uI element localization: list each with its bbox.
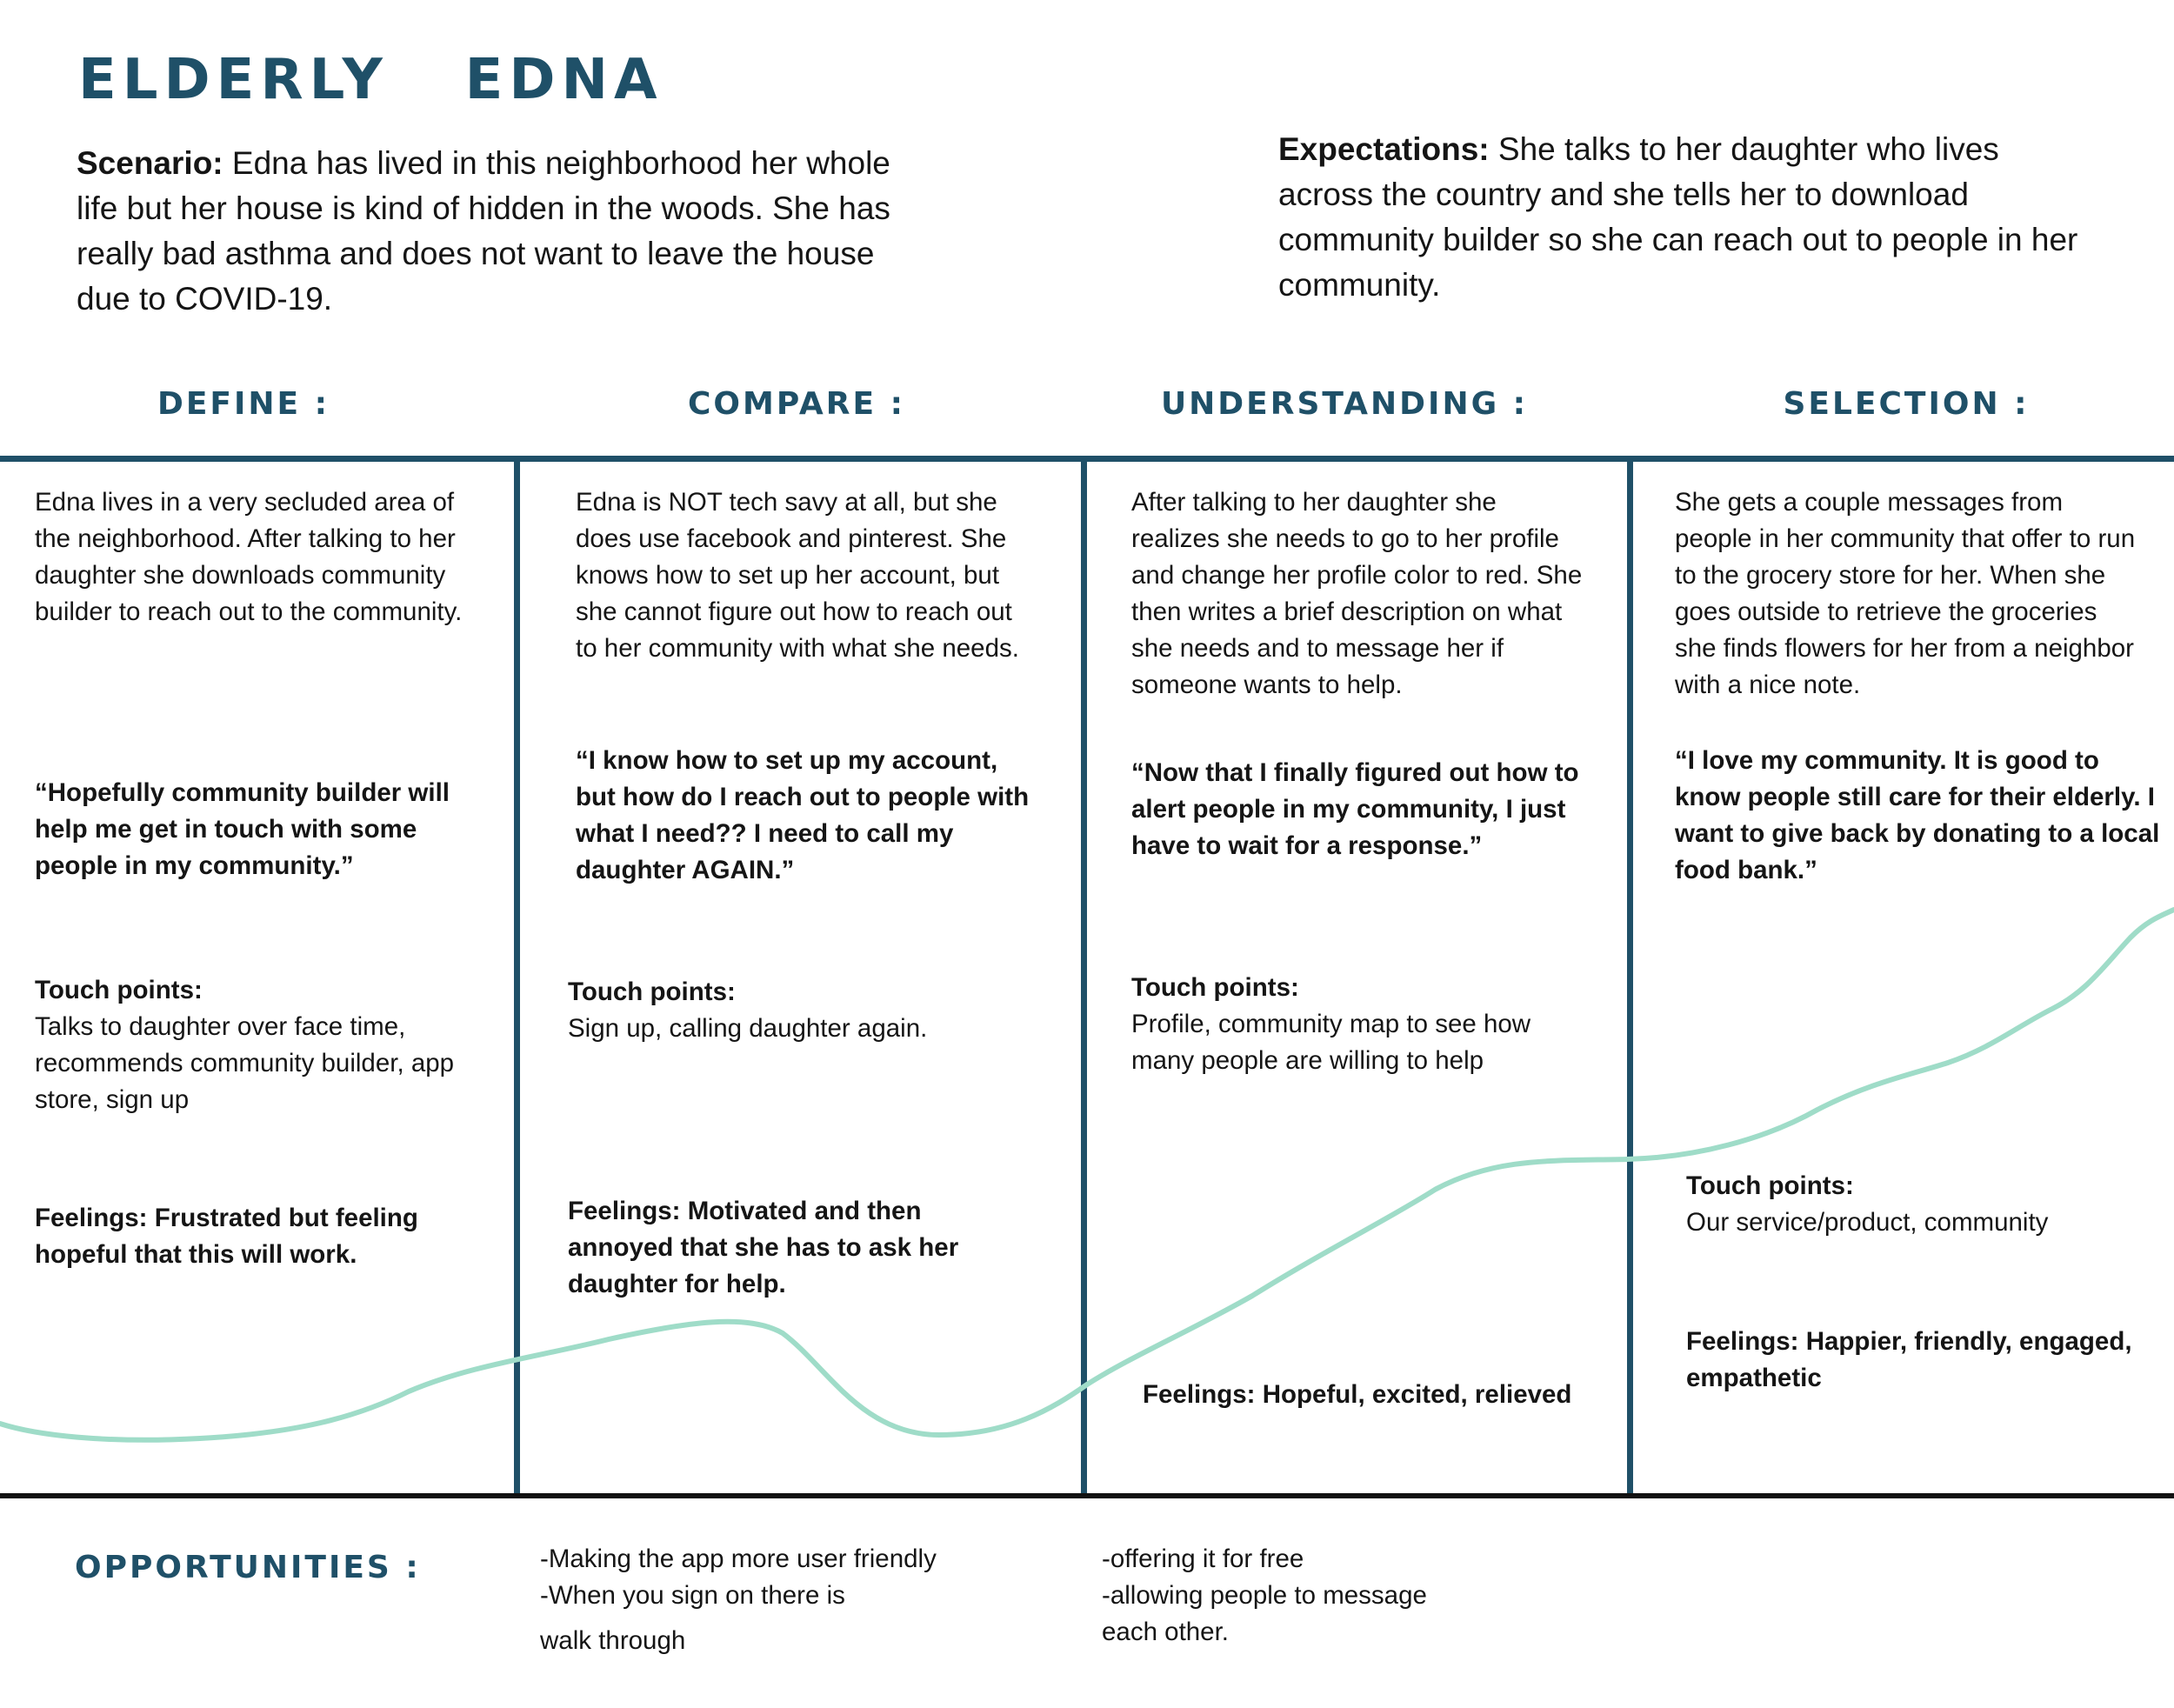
- stage-understanding-quote: “Now that I finally figured out how to alert people in my community, I just have to wait for a response.”: [1131, 758, 1579, 860]
- stage-compare-touch-points: Sign up, calling daughter again.: [568, 1014, 928, 1043]
- opportunities-list-1: [540, 1541, 1062, 1659]
- stage-understanding-touch-label: Touch points:: [1131, 973, 1299, 1002]
- opportunity-item: walk through: [540, 1626, 686, 1655]
- stage-selection-quote: “I love my community. It is good to know people still care for their elderly. I want to give back by donating to a local food bank.”: [1675, 746, 2160, 884]
- stage-understanding-touch-points: Profile, community map to see how many people are willing to help: [1131, 1010, 1531, 1075]
- stage-selection-touch-points: Our service/product, community: [1686, 1208, 2049, 1237]
- stage-compare-feelings: Feelings: Motivated and then annoyed that she has to ask her daughter for help.: [568, 1197, 959, 1298]
- stage-define-quote: “Hopefully community builder will help me get in touch with some people in my community.”: [35, 778, 450, 880]
- stage-heading-understanding: UNDERSTANDING :: [1160, 386, 1529, 422]
- stage-understanding-feelings: Feelings: Hopeful, excited, relieved: [1143, 1380, 1572, 1409]
- stage-define-description: Edna lives in a very secluded area of the neighborhood. After talking to her daughter she downloads community builder to reach out to the community.: [35, 488, 463, 626]
- opportunity-item: -When you sign on there is: [540, 1581, 845, 1610]
- stage-compare-touch-label: Touch points:: [568, 977, 736, 1006]
- stage-heading-selection: SELECTION :: [1783, 386, 2030, 422]
- stage-compare-description: Edna is NOT tech savy at all, but she does use facebook and pinterest. She knows how to set up her account, but she cannot figure out how to reach out to her community with what she needs.: [576, 488, 1019, 663]
- expectations-text: She talks to her daughter who lives across the country and she tells her to download community builder so she can reach out to people in her community.: [1278, 131, 2078, 303]
- opportunity-item: -allowing people to message: [1102, 1581, 1427, 1610]
- scenario-label: Scenario:: [77, 145, 223, 181]
- opportunities-heading: OPPORTUNITIES :: [75, 1550, 421, 1585]
- stage-define-touch-points: Talks to daughter over face time, recommends community builder, app store, sign up: [35, 1012, 455, 1114]
- stage-understanding-description: After talking to her daughter she realizes she needs to go to her profile and change her profile color to red. She then writes a brief description on what she needs and to message her if someone wants to help.: [1131, 488, 1583, 699]
- stage-define-feelings: Feelings: Frustrated but feeling hopeful that this will work.: [35, 1204, 418, 1269]
- scenario-text: Edna has lived in this neighborhood her whole life but her house is kind of hidden in the woods. She has really bad asthma and does not want to leave the house due to COVID-19.: [77, 145, 890, 317]
- stage-heading-compare: COMPARE :: [687, 386, 906, 422]
- page-title: ELDERLY EDNA: [78, 48, 664, 112]
- expectations-label: Expectations:: [1278, 131, 1490, 167]
- opportunity-item: -Making the app more user friendly: [540, 1545, 937, 1573]
- stage-define-touch-label: Touch points:: [35, 976, 203, 1004]
- opportunities-list-2: [1102, 1541, 1624, 1651]
- stage-selection-touch-label: Touch points:: [1686, 1171, 1854, 1200]
- stage-selection-description: She gets a couple messages from people in her community that offer to run to the grocery store for her. When she goes outside to retrieve the groceries she finds flowers for her from a neighbor with a nice note.: [1675, 488, 2136, 699]
- stage-selection-feelings: Feelings: Happier, friendly, engaged, empathetic: [1686, 1327, 2132, 1392]
- opportunity-item: -offering it for free: [1102, 1545, 1304, 1573]
- stage-heading-define: DEFINE :: [157, 386, 330, 422]
- stage-compare-quote: “I know how to set up my account, but how do I reach out to people with what I need?? I need to call my daughter AGAIN.”: [576, 746, 1030, 884]
- opportunity-item: each other.: [1102, 1618, 1229, 1646]
